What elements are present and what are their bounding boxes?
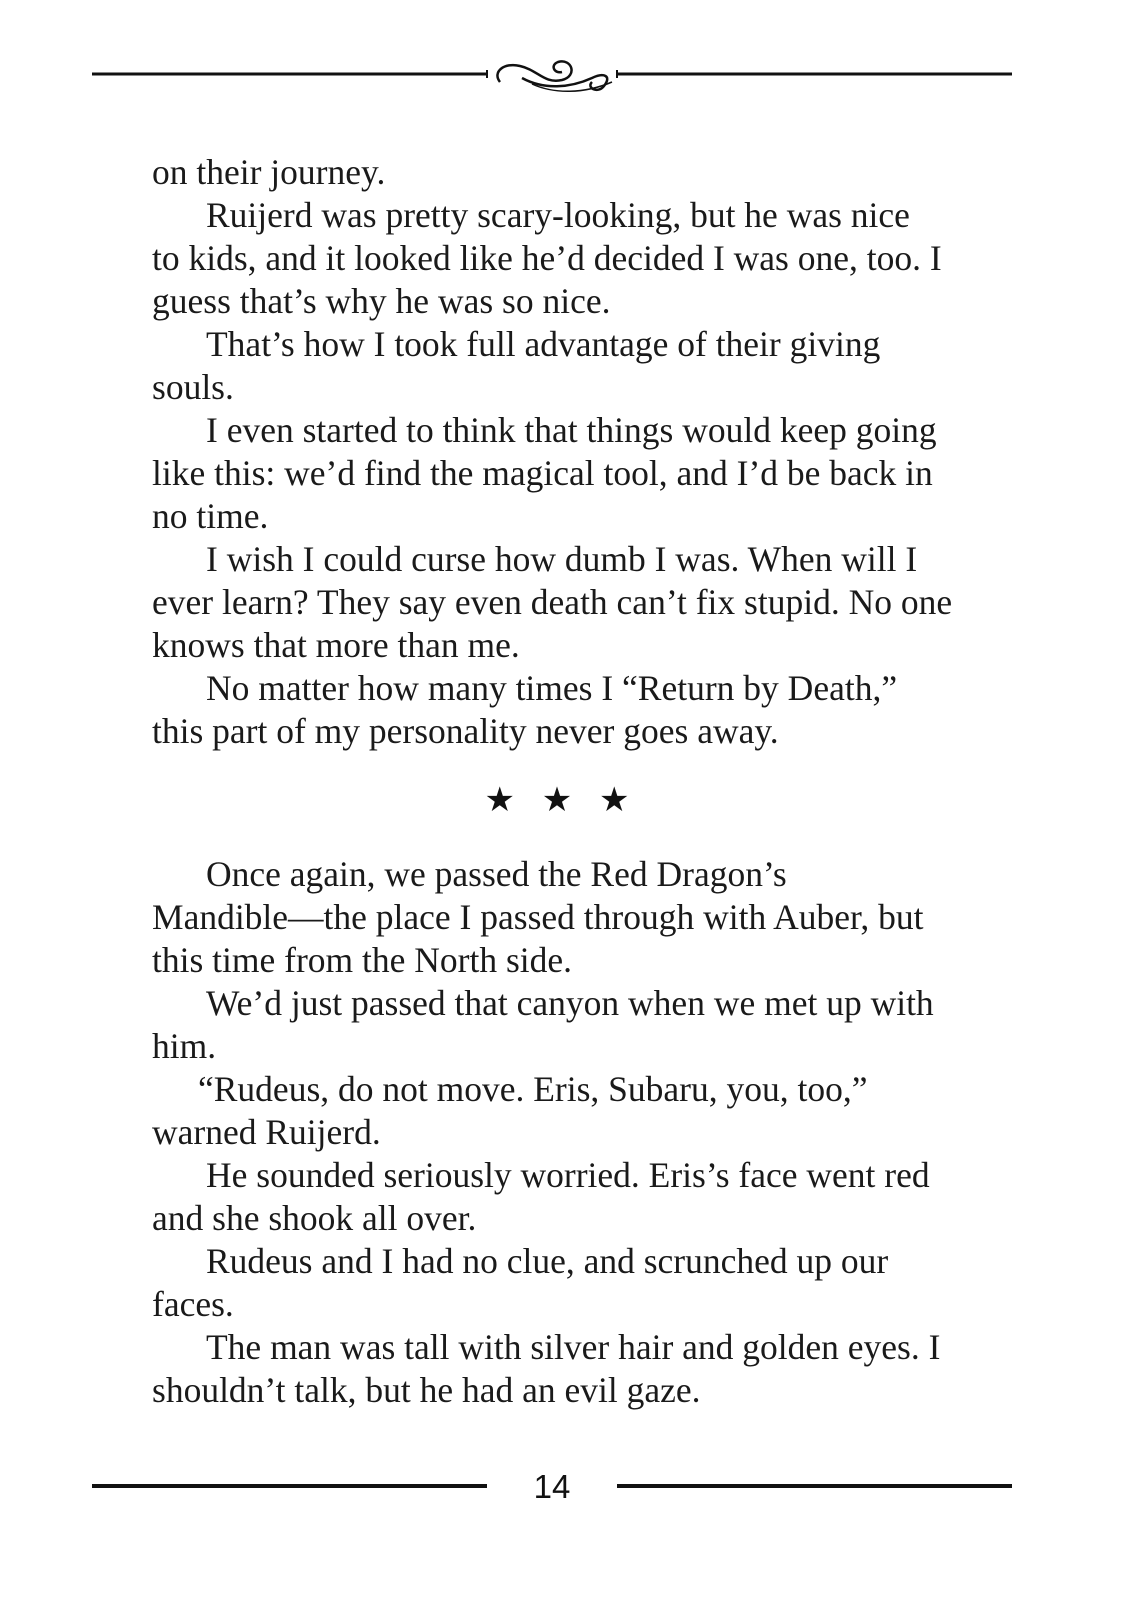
flourish-divider-icon bbox=[92, 48, 1012, 108]
text-line: Mandible—the place I passed through with Auber, but bbox=[152, 897, 924, 937]
text-line: like this: we’d find the magical tool, and I’d be back in bbox=[152, 453, 933, 493]
text-line: That’s how I took full advantage of their giving bbox=[206, 324, 881, 364]
page-number: 14 bbox=[533, 1468, 571, 1505]
paragraph-block-lower bbox=[152, 853, 982, 1412]
text-line: “Rudeus, do not move. Eris, Subaru, you, too,” bbox=[198, 1069, 868, 1109]
text-line: him. bbox=[152, 1026, 217, 1066]
text-line: to kids, and it looked like he’d decided I was one, too. I bbox=[152, 238, 942, 278]
scene-break-stars: ★ ★ ★ bbox=[484, 780, 638, 820]
text-line: guess that’s why he was so nice. bbox=[152, 281, 611, 321]
text-line: souls. bbox=[152, 367, 234, 407]
text-line: shouldn’t talk, but he had an evil gaze. bbox=[152, 1370, 701, 1410]
text-line: I even started to think that things would keep going bbox=[206, 410, 937, 450]
text-line: ever learn? They say even death can’t fix stupid. No one bbox=[152, 582, 953, 622]
text-line: Rudeus and I had no clue, and scrunched up our bbox=[206, 1241, 889, 1281]
text-line: no time. bbox=[152, 496, 269, 536]
text-line: this part of my personality never goes away. bbox=[152, 711, 779, 751]
paragraph-block-upper bbox=[152, 151, 982, 753]
page-footer bbox=[92, 1462, 1012, 1512]
text-line: The man was tall with silver hair and golden eyes. I bbox=[206, 1327, 941, 1367]
text-line: We’d just passed that canyon when we met up with bbox=[206, 983, 934, 1023]
text-line: No matter how many times I “Return by Death,” bbox=[206, 668, 898, 708]
text-line: this time from the North side. bbox=[152, 940, 573, 980]
text-line: faces. bbox=[152, 1284, 234, 1324]
text-line: on their journey. bbox=[152, 152, 386, 192]
text-line: I wish I could curse how dumb I was. When will I bbox=[206, 539, 918, 579]
footer-rule-right bbox=[617, 1484, 1012, 1488]
text-line: Ruijerd was pretty scary-looking, but he was nice bbox=[206, 195, 910, 235]
text-line: warned Ruijerd. bbox=[152, 1112, 381, 1152]
text-line: He sounded seriously worried. Eris’s face went red bbox=[206, 1155, 930, 1195]
text-line: and she shook all over. bbox=[152, 1198, 477, 1238]
text-line: knows that more than me. bbox=[152, 625, 520, 665]
text-line: Once again, we passed the Red Dragon’s bbox=[206, 854, 787, 894]
